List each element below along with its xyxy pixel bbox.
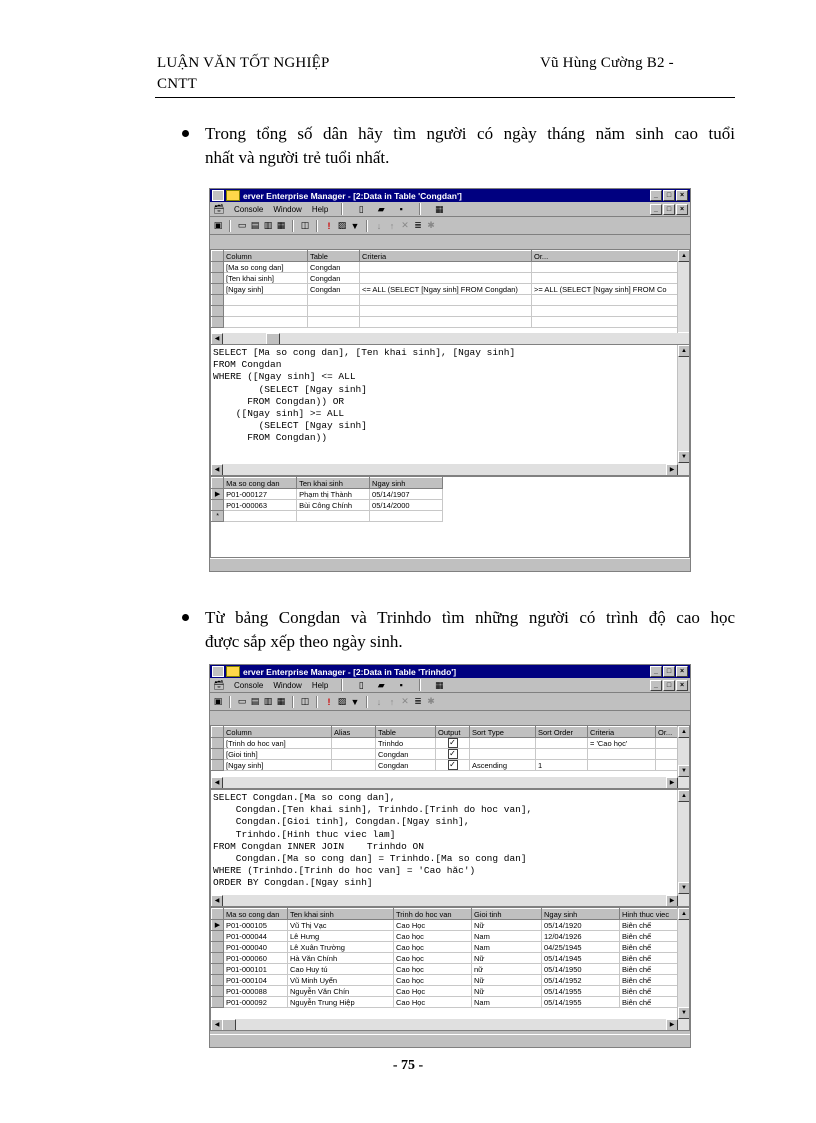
remove-filter-icon[interactable]: ✕ [401, 220, 409, 230]
close-button[interactable]: × [676, 666, 688, 677]
criteria-row[interactable] [212, 284, 680, 295]
criteria-header-alias[interactable]: Alias [332, 727, 376, 738]
console-menu-icon: 🗃 [213, 679, 225, 690]
result-cell[interactable]: Vũ Minh Uyển [288, 975, 394, 986]
criteria-cell[interactable] [536, 738, 588, 749]
app-icon [212, 666, 224, 677]
criteria-header-criteria[interactable]: Criteria [360, 251, 532, 262]
run-icon[interactable]: ! [327, 696, 331, 707]
result-cell[interactable]: Cao Huy tú [288, 964, 394, 975]
result-header[interactable]: Hinh thuc viec [620, 909, 680, 920]
result-cell[interactable]: P01-000127 [224, 489, 297, 500]
criteria-cell[interactable]: Congdan [308, 273, 360, 284]
menu-help[interactable]: Help [311, 204, 329, 214]
bullet-1 [205, 122, 735, 170]
sql-horizontal-scrollbar[interactable]: ◀ ▶ [211, 464, 689, 475]
criteria-header-column[interactable]: Column [224, 727, 332, 738]
criteria-cell[interactable]: [Ten khai sinh] [224, 273, 308, 284]
result-cell[interactable]: Vũ Thị Vạc [288, 920, 394, 931]
sql-vertical-scrollbar[interactable]: ▲ ▼ [677, 790, 689, 906]
result-row[interactable] [212, 931, 680, 942]
bullet-1-line2: nhất và người trẻ tuổi nhất. [205, 148, 390, 167]
console-icon [226, 666, 240, 677]
status-bar [210, 1034, 690, 1047]
output-checkbox[interactable]: ✓ [449, 738, 456, 747]
result-cell[interactable]: Nữ [472, 953, 542, 964]
criteria-horizontal-scrollbar[interactable]: ◀ [211, 333, 689, 344]
header-left-line2: CNTT [157, 76, 197, 92]
criteria-cell[interactable]: = 'Cao học' [588, 738, 656, 749]
sql-pane[interactable] [210, 789, 690, 907]
criteria-cell[interactable]: [Ngay sinh] [224, 760, 332, 771]
criteria-header-column[interactable]: Column [224, 251, 308, 262]
criteria-cell[interactable] [332, 760, 376, 771]
criteria-cell[interactable]: Trinhdo [376, 738, 436, 749]
result-cell[interactable]: Biên chế [620, 931, 680, 942]
criteria-header-table[interactable]: Table [376, 727, 436, 738]
result-cell[interactable]: nữ [472, 964, 542, 975]
result-header[interactable]: Ma so cong dan [224, 478, 297, 489]
minimize-button[interactable]: _ [650, 666, 662, 677]
criteria-horizontal-scrollbar[interactable]: ◀ ▶ [211, 777, 689, 788]
result-cell[interactable]: Hà Văn Chính [288, 953, 394, 964]
menu-window[interactable]: Window [273, 680, 302, 690]
results-grid [211, 477, 443, 522]
sql-pane-icon[interactable]: ▥ [263, 220, 273, 230]
result-row[interactable] [212, 964, 680, 975]
query-toolbar [210, 217, 690, 235]
grid-icon[interactable]: ▦ [435, 679, 444, 690]
criteria-grid-pane [210, 725, 690, 789]
remove-filter-icon[interactable]: ✕ [401, 696, 409, 706]
maximize-button[interactable]: □ [663, 190, 675, 201]
current-row-indicator: ▶ [212, 489, 224, 500]
criteria-vertical-scrollbar[interactable]: ▲ ▼ [677, 726, 689, 788]
window-title: erver Enterprise Manager - [2:Data in Table 'Trinhdo'] [243, 666, 457, 677]
child-close-button[interactable]: × [676, 680, 688, 691]
open-folder-icon[interactable]: ▰ [377, 203, 385, 214]
open-folder-icon[interactable]: ▰ [377, 679, 385, 690]
sql-pane-icon[interactable]: ▥ [263, 696, 273, 706]
diagram-pane-icon[interactable]: ▭ [237, 696, 247, 706]
child-minimize-button[interactable]: _ [650, 680, 662, 691]
result-cell[interactable]: 05/14/1920 [542, 920, 620, 931]
result-cell[interactable]: 05/14/1950 [542, 964, 620, 975]
window-title: erver Enterprise Manager - [2:Data in Table 'Congdan'] [243, 190, 462, 201]
results-pane-icon[interactable]: ▦ [276, 220, 286, 230]
criteria-cell[interactable] [656, 738, 680, 749]
group-by-icon[interactable]: ≣ [414, 220, 422, 230]
child-minimize-button[interactable]: _ [650, 204, 662, 215]
result-cell[interactable]: Cao Học [394, 986, 472, 997]
menu-bar [210, 202, 690, 217]
minimize-button[interactable]: _ [650, 190, 662, 201]
result-cell[interactable]: Cao học [394, 931, 472, 942]
criteria-header-or[interactable]: Or... [656, 727, 680, 738]
result-cell[interactable]: P01-000092 [224, 997, 288, 1008]
output-checkbox[interactable]: ✓ [449, 749, 456, 758]
status-bar [210, 558, 690, 571]
result-cell[interactable]: Phạm thị Thành [297, 489, 370, 500]
result-cell[interactable]: Cao học [394, 975, 472, 986]
bullet-2-line1: Từ bảng Congdan và Trinhdo tìm những người có trình độ cao học [205, 608, 735, 627]
result-cell[interactable]: P01-000063 [224, 500, 297, 511]
grid-pane-icon[interactable]: ▤ [250, 696, 260, 706]
result-cell[interactable]: 05/14/1955 [542, 986, 620, 997]
result-cell[interactable]: Cao học [394, 964, 472, 975]
results-vertical-scrollbar[interactable]: ▲ ▼ [677, 908, 689, 1030]
result-cell[interactable]: Bùi Công Chính [297, 500, 370, 511]
criteria-cell[interactable]: Congdan [376, 749, 436, 760]
header-right: Vũ Hùng Cường B2 - [540, 55, 674, 71]
result-header[interactable]: Ma so cong dan [224, 909, 288, 920]
criteria-cell[interactable]: Congdan [376, 760, 436, 771]
result-cell[interactable]: 05/14/2000 [370, 500, 443, 511]
criteria-header-criteria[interactable]: Criteria [588, 727, 656, 738]
query-toolbar [210, 693, 690, 711]
menu-window[interactable]: Window [273, 204, 302, 214]
result-cell[interactable]: Biên chế [620, 986, 680, 997]
result-cell[interactable]: Cao Học [394, 920, 472, 931]
criteria-cell[interactable] [588, 749, 656, 760]
result-cell[interactable]: P01-000040 [224, 942, 288, 953]
maximize-button[interactable]: □ [663, 666, 675, 677]
result-row[interactable] [212, 920, 680, 931]
result-header[interactable]: Ngay sinh [370, 478, 443, 489]
enterprise-manager-window-congdan [209, 188, 691, 572]
console-icon [226, 190, 240, 201]
result-header[interactable]: Ten khai sinh [297, 478, 370, 489]
result-cell[interactable]: 05/14/1907 [370, 489, 443, 500]
result-cell[interactable]: Nữ [472, 986, 542, 997]
result-cell[interactable]: Biên chế [620, 920, 680, 931]
result-cell[interactable]: Biên chế [620, 997, 680, 1008]
result-cell[interactable]: Nguyễn Văn Chín [288, 986, 394, 997]
grid-pane-icon[interactable]: ▤ [250, 220, 260, 230]
result-cell[interactable]: Nữ [472, 920, 542, 931]
results-horizontal-scrollbar[interactable]: ◀ ▶ [211, 1019, 689, 1030]
criteria-cell[interactable]: <= ALL (SELECT [Ngay sinh] FROM Congdan) [360, 284, 532, 295]
criteria-row[interactable] [212, 273, 680, 284]
result-cell[interactable]: P01-000101 [224, 964, 288, 975]
sql-text[interactable]: SELECT Congdan.[Ma so cong dan], Congdan.[Ten khai sinh], Trinhdo.[Trinh do hoc van], Congdan.[Gioi tinh], Congdan.[Ngay sinh], Trinhdo.[Hinh thuc viec lam] FROM Congdan INNER JOIN Trinhdo ON Congdan.[Ma so cong dan] = Trinhdo.[Ma so cong dan] WHERE (Trinhdo.[Trinh do hoc van] = 'Cao hăc') ORDER BY Congdan.[Ngay sinh] [213, 792, 533, 889]
criteria-cell[interactable] [332, 749, 376, 760]
menu-help[interactable]: Help [311, 680, 329, 690]
criteria-vertical-scrollbar[interactable]: ▲ [677, 250, 689, 344]
criteria-cell[interactable]: >= ALL (SELECT [Ngay sinh] FROM Co [532, 284, 680, 295]
criteria-cell[interactable]: [Ma so cong dan] [224, 262, 308, 273]
save-icon[interactable]: ▪ [399, 204, 403, 214]
filter-icon[interactable]: ▼ [350, 696, 360, 707]
result-cell[interactable]: P01-000105 [224, 920, 288, 931]
results-pane [210, 907, 690, 1031]
result-cell[interactable]: 05/14/1945 [542, 953, 620, 964]
bullet-2 [205, 606, 735, 654]
criteria-cell[interactable] [470, 749, 536, 760]
console-menu-icon: 🗃 [213, 203, 225, 214]
criteria-cell[interactable]: Congdan [308, 262, 360, 273]
sql-text[interactable]: SELECT [Ma so cong dan], [Ten khai sinh], [Ngay sinh] FROM Congdan WHERE ([Ngay sinh] <= ALL (SELECT [Ngay sinh] FROM Congdan)) OR ([Ngay sinh] >= ALL (SELECT [Ngay sinh] FROM Congdan)) [213, 347, 516, 444]
properties-icon[interactable]: ▣ [213, 220, 223, 230]
criteria-grid [211, 250, 680, 328]
criteria-cell[interactable]: [Gioi tinh] [224, 749, 332, 760]
enterprise-manager-window-trinhdo [209, 664, 691, 1048]
child-restore-button[interactable]: □ [663, 204, 675, 215]
new-row-indicator: * [212, 511, 224, 522]
criteria-row[interactable] [212, 749, 680, 760]
run-icon[interactable]: ! [327, 220, 331, 231]
criteria-cell[interactable] [656, 760, 680, 771]
result-cell[interactable]: Nữ [472, 975, 542, 986]
save-icon[interactable]: ▪ [399, 680, 403, 690]
sql-pane[interactable] [210, 344, 690, 476]
properties-icon[interactable]: ▣ [213, 696, 223, 706]
criteria-cell[interactable] [532, 273, 680, 284]
criteria-header-sort-type[interactable]: Sort Type [470, 727, 536, 738]
change-type-icon[interactable]: ◫ [300, 696, 310, 706]
menu-console[interactable]: Console [234, 680, 264, 690]
result-cell[interactable]: P01-000060 [224, 953, 288, 964]
bullet-dot-2 [182, 614, 189, 621]
criteria-cell[interactable] [470, 738, 536, 749]
menu-console[interactable]: Console [234, 204, 264, 214]
criteria-cell[interactable]: [Ngay sinh] [224, 284, 308, 295]
result-cell[interactable]: Nam [472, 942, 542, 953]
title-bar [210, 189, 690, 202]
result-row[interactable] [212, 500, 443, 511]
criteria-cell[interactable] [536, 749, 588, 760]
page-number: - 75 - [392, 1058, 424, 1073]
criteria-grid [211, 726, 680, 771]
title-bar [210, 665, 690, 678]
add-table-icon[interactable]: ✱ [427, 220, 435, 230]
grid-icon[interactable]: ▦ [435, 203, 444, 214]
bullet-dot-1 [182, 130, 189, 137]
add-table-icon[interactable]: ✱ [427, 696, 435, 706]
result-header[interactable]: Ngay sinh [542, 909, 620, 920]
output-checkbox[interactable]: ✓ [449, 760, 456, 769]
result-cell[interactable]: Biên chế [620, 953, 680, 964]
result-cell[interactable]: Cao Học [394, 997, 472, 1008]
result-cell[interactable]: P01-000088 [224, 986, 288, 997]
verify-sql-icon[interactable]: ▨ [337, 220, 347, 230]
criteria-cell[interactable] [532, 262, 680, 273]
result-cell[interactable]: 05/14/1955 [542, 997, 620, 1008]
current-row-indicator: ▶ [212, 920, 224, 931]
criteria-cell[interactable]: Ascending [470, 760, 536, 771]
sql-vertical-scrollbar[interactable]: ▲ ▼ [677, 345, 689, 475]
header-rule [155, 97, 735, 98]
result-row[interactable] [212, 489, 443, 500]
result-cell[interactable]: Biên chế [620, 975, 680, 986]
result-cell[interactable]: Cao học [394, 953, 472, 964]
diagram-pane-icon[interactable]: ▭ [237, 220, 247, 230]
header-left-line1: LUẬN VĂN TỐT NGHIỆP [157, 55, 330, 71]
result-cell[interactable]: Nguyễn Trung Hiệp [288, 997, 394, 1008]
result-header[interactable]: Gioi tinh [472, 909, 542, 920]
criteria-row[interactable] [212, 262, 680, 273]
result-cell[interactable]: Lê Xuân Trường [288, 942, 394, 953]
result-row[interactable] [212, 975, 680, 986]
results-pane-icon[interactable]: ▦ [276, 696, 286, 706]
app-icon [212, 190, 224, 201]
criteria-header-or[interactable]: Or... [532, 251, 680, 262]
criteria-grid-pane [210, 249, 690, 345]
criteria-cell[interactable] [588, 760, 656, 771]
sort-desc-icon[interactable]: ↑ [389, 696, 395, 707]
result-header[interactable]: Trinh do hoc van [394, 909, 472, 920]
close-button[interactable]: × [676, 190, 688, 201]
result-cell[interactable]: Biên chế [620, 964, 680, 975]
result-cell[interactable]: Lê Hưng [288, 931, 394, 942]
result-row[interactable] [212, 942, 680, 953]
new-icon[interactable]: ▯ [358, 203, 364, 214]
result-cell[interactable]: Nam [472, 931, 542, 942]
sort-desc-icon[interactable]: ↑ [389, 220, 395, 231]
criteria-cell[interactable] [360, 273, 532, 284]
group-by-icon[interactable]: ≣ [414, 696, 422, 706]
results-pane [210, 476, 690, 558]
bullet-1-line1: Trong tổng số dân hãy tìm người có ngày tháng năm sinh cao tuổi [205, 124, 735, 143]
result-row[interactable] [212, 986, 680, 997]
criteria-cell[interactable]: 1 [536, 760, 588, 771]
result-row[interactable] [212, 953, 680, 964]
new-row[interactable] [212, 511, 443, 522]
sort-asc-icon[interactable]: ↓ [376, 220, 382, 231]
result-cell[interactable]: 04/25/1945 [542, 942, 620, 953]
sort-asc-icon[interactable]: ↓ [376, 696, 382, 707]
criteria-cell[interactable]: Congdan [308, 284, 360, 295]
new-icon[interactable]: ▯ [358, 679, 364, 690]
criteria-cell[interactable] [332, 738, 376, 749]
criteria-header-output[interactable]: Output [436, 727, 470, 738]
criteria-cell[interactable] [656, 749, 680, 760]
criteria-header-table[interactable]: Table [308, 251, 360, 262]
criteria-cell[interactable]: [Trinh do hoc van] [224, 738, 332, 749]
result-cell[interactable]: P01-000104 [224, 975, 288, 986]
result-cell[interactable]: Cao học [394, 942, 472, 953]
child-close-button[interactable]: × [676, 204, 688, 215]
criteria-cell[interactable] [360, 262, 532, 273]
verify-sql-icon[interactable]: ▨ [337, 696, 347, 706]
menu-bar [210, 678, 690, 693]
child-restore-button[interactable]: □ [663, 680, 675, 691]
filter-icon[interactable]: ▼ [350, 220, 360, 231]
criteria-row[interactable] [212, 760, 680, 771]
bullet-2-line2: được sắp xếp theo ngày sinh. [205, 632, 403, 651]
result-cell[interactable]: Nam [472, 997, 542, 1008]
criteria-row[interactable] [212, 738, 680, 749]
change-type-icon[interactable]: ◫ [300, 220, 310, 230]
result-header[interactable]: Ten khai sinh [288, 909, 394, 920]
result-cell[interactable]: Biên chế [620, 942, 680, 953]
sql-horizontal-scrollbar[interactable]: ◀ ▶ [211, 895, 689, 906]
result-row[interactable] [212, 997, 680, 1008]
result-cell[interactable]: 12/04/1926 [542, 931, 620, 942]
criteria-header-sort-order[interactable]: Sort Order [536, 727, 588, 738]
result-cell[interactable]: 05/14/1952 [542, 975, 620, 986]
result-cell[interactable]: P01-000044 [224, 931, 288, 942]
results-grid [211, 908, 680, 1008]
